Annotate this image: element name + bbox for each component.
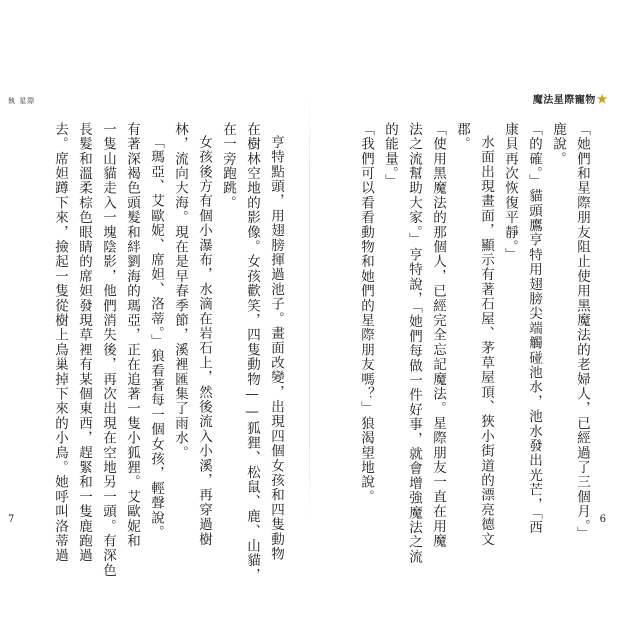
text-column: 郡。	[454, 122, 470, 152]
text-column: 一隻山貓走入一塊陰影，他們消失後，再次出現在空地另一頭。有深色	[100, 122, 116, 578]
left-running-head: 執 星際	[8, 97, 36, 105]
text-column: 去。席妲蹲下來，撿起一隻從樹上鳥巢掉下來的小鳥。她呼叫洛蒂過	[52, 122, 68, 563]
text-column: 「使用黑魔法的那個人，已經完全忘記魔法。星際朋友一直在用魔	[430, 122, 446, 549]
text-column: 在樹林空地的影像。女孩歡笑，四隻動物——狐狸、松鼠、鹿、山貓，	[244, 122, 260, 583]
right-page-number: 6	[599, 514, 606, 525]
left-page-number: 7	[8, 514, 15, 525]
right-page	[310, 0, 620, 620]
text-column: 鹿說。	[550, 122, 566, 167]
text-column: 長髮和溫柔棕色眼睛的席妲發現草裡有某個東西，趕緊和一隻鹿跑過	[76, 122, 92, 563]
text-column: 亨特點頭，用翅膀揮過池子。畫面改變，出現四個女孩和四隻動物	[268, 135, 284, 562]
text-column: 法之流幫助大家。」亨特說，「她們每做一件好事，就會增強魔法之流	[406, 122, 422, 565]
text-column: 女孩後方有個小瀑布，水滴在岩石上，然後流入小溪，再穿過樹	[196, 135, 212, 547]
book-title: 魔法星際寵物	[532, 95, 596, 106]
text-column: 有著深褐色頭髮和絆劉海的瑪亞，正在追著一隻小狐狸。艾歐妮和	[124, 122, 140, 549]
text-column: 「她們和星際朋友阻止使用黑魔法的老婦人，已經過了三個月。」	[574, 122, 590, 542]
text-column: 「瑪亞、艾歐妮、席妲、洛蒂。」狼看著每一個女孩，輕聲說。	[148, 135, 164, 540]
text-column: 林，流向大海。現在是早春季節，溪裡匯集了雨水。	[172, 122, 188, 461]
left-page-body	[8, 122, 288, 583]
right-running-head	[533, 91, 608, 106]
text-column: 「我們可以看看動物和她們的星際朋友嗎？」狼渴望地說。	[358, 122, 374, 505]
text-column: 的能量。」	[382, 122, 398, 189]
text-column: 在一旁跑跳。	[220, 122, 236, 211]
star-icon: ★	[596, 92, 608, 106]
text-column: 「的確。」貓頭鷹亨特用翅膀尖端觸碰池水，池水發出光芒，「西	[526, 122, 542, 535]
text-column: 康貝再次恢復平靜。」	[502, 122, 518, 263]
right-page-body	[322, 122, 594, 565]
text-column: 水面出現畫面，顯示有著石屋、茅草屋頂、狹小街道的漂亮德文	[478, 135, 494, 547]
